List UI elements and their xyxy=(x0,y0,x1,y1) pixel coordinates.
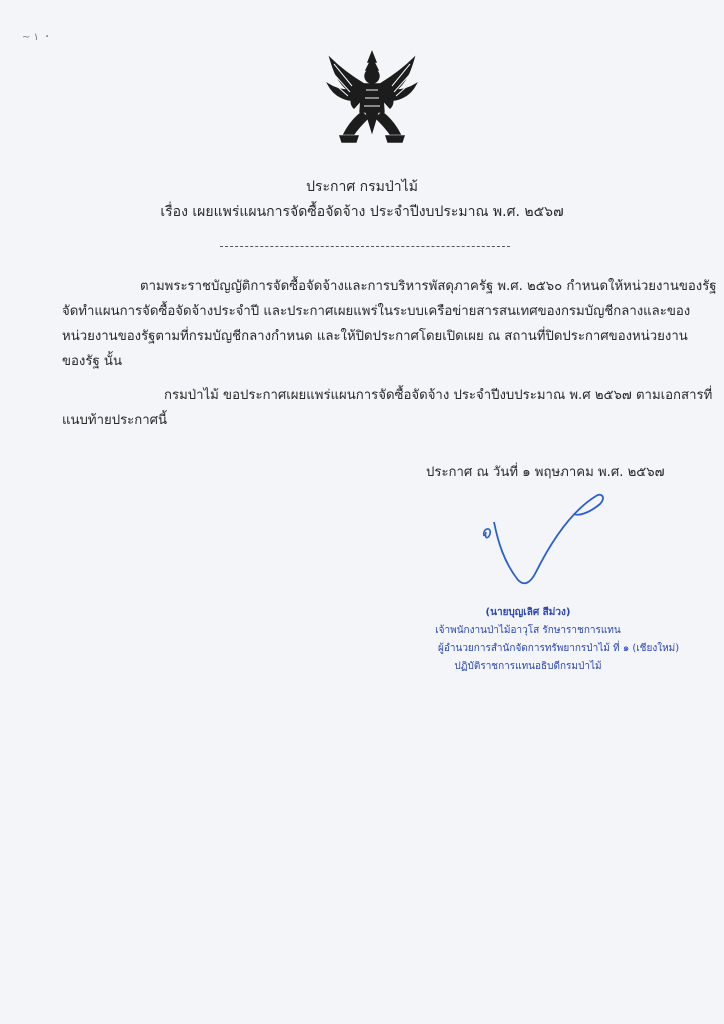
paragraph-1-line-4: ของรัฐ นั้น xyxy=(62,354,122,369)
paragraph-1-line-1: ตามพระราชบัญญัติการจัดซื้อจัดจ้างและการบริหารพัสดุภาครัฐ พ.ศ. ๒๕๖๐ กำหนดให้หน่วยงานของรัฐ xyxy=(140,279,717,294)
signature-block xyxy=(418,604,680,676)
signatory-acting-position: ผู้อำนวยการสำนักจัดการทรัพยากรป่าไม้ ที่ ๑ (เชียงใหม่) xyxy=(438,643,680,654)
paragraph-1-line-3: หน่วยงานของรัฐตามที่กรมบัญชีกลางกำหนด และให้ปิดประกาศโดยเปิดเผย ณ สถานที่ปิดประกาศของหน่วยงาน xyxy=(62,329,688,344)
paragraph-2-line-1: กรมป่าไม้ ขอประกาศเผยแพร่แผนการจัดซื้อจัดจ้าง ประจำปีงบประมาณ พ.ศ ๒๕๖๗ ตามเอกสารที่ xyxy=(164,388,713,403)
scan-mark: ~ ۱ ・ xyxy=(22,32,54,43)
paragraph-1-line-2: จัดทำแผนการจัดซื้อจัดจ้างประจำปี และประกาศเผยแพร่ในระบบเครือข่ายสารสนเทศของกรมบัญชีกลางและของ xyxy=(62,304,691,319)
dashed-divider xyxy=(220,246,510,247)
announcement-date: ประกาศ ณ วันที่ ๑ พฤษภาคม พ.ศ. ๒๕๖๗ xyxy=(426,465,665,480)
announcement-subject: เรื่อง เผยแพร่แผนการจัดซื้อจัดจ้าง ประจำปีงบประมาณ พ.ศ. ๒๕๖๗ xyxy=(160,204,564,220)
announcement-title: ประกาศ กรมป่าไม้ xyxy=(306,179,418,195)
garuda-emblem-icon xyxy=(324,48,420,148)
signatory-name: (นายบุญเลิศ สีม่วง) xyxy=(485,607,571,618)
signatory-acting-on-behalf: ปฏิบัติราชการแทนอธิบดีกรมป่าไม้ xyxy=(454,661,602,672)
handwritten-signature xyxy=(478,492,610,592)
signatory-position: เจ้าพนักงานป่าไม้อาวุโส รักษาราชการแทน xyxy=(435,625,621,636)
paragraph-2-line-2: แนบท้ายประกาศนี้ xyxy=(62,413,168,428)
